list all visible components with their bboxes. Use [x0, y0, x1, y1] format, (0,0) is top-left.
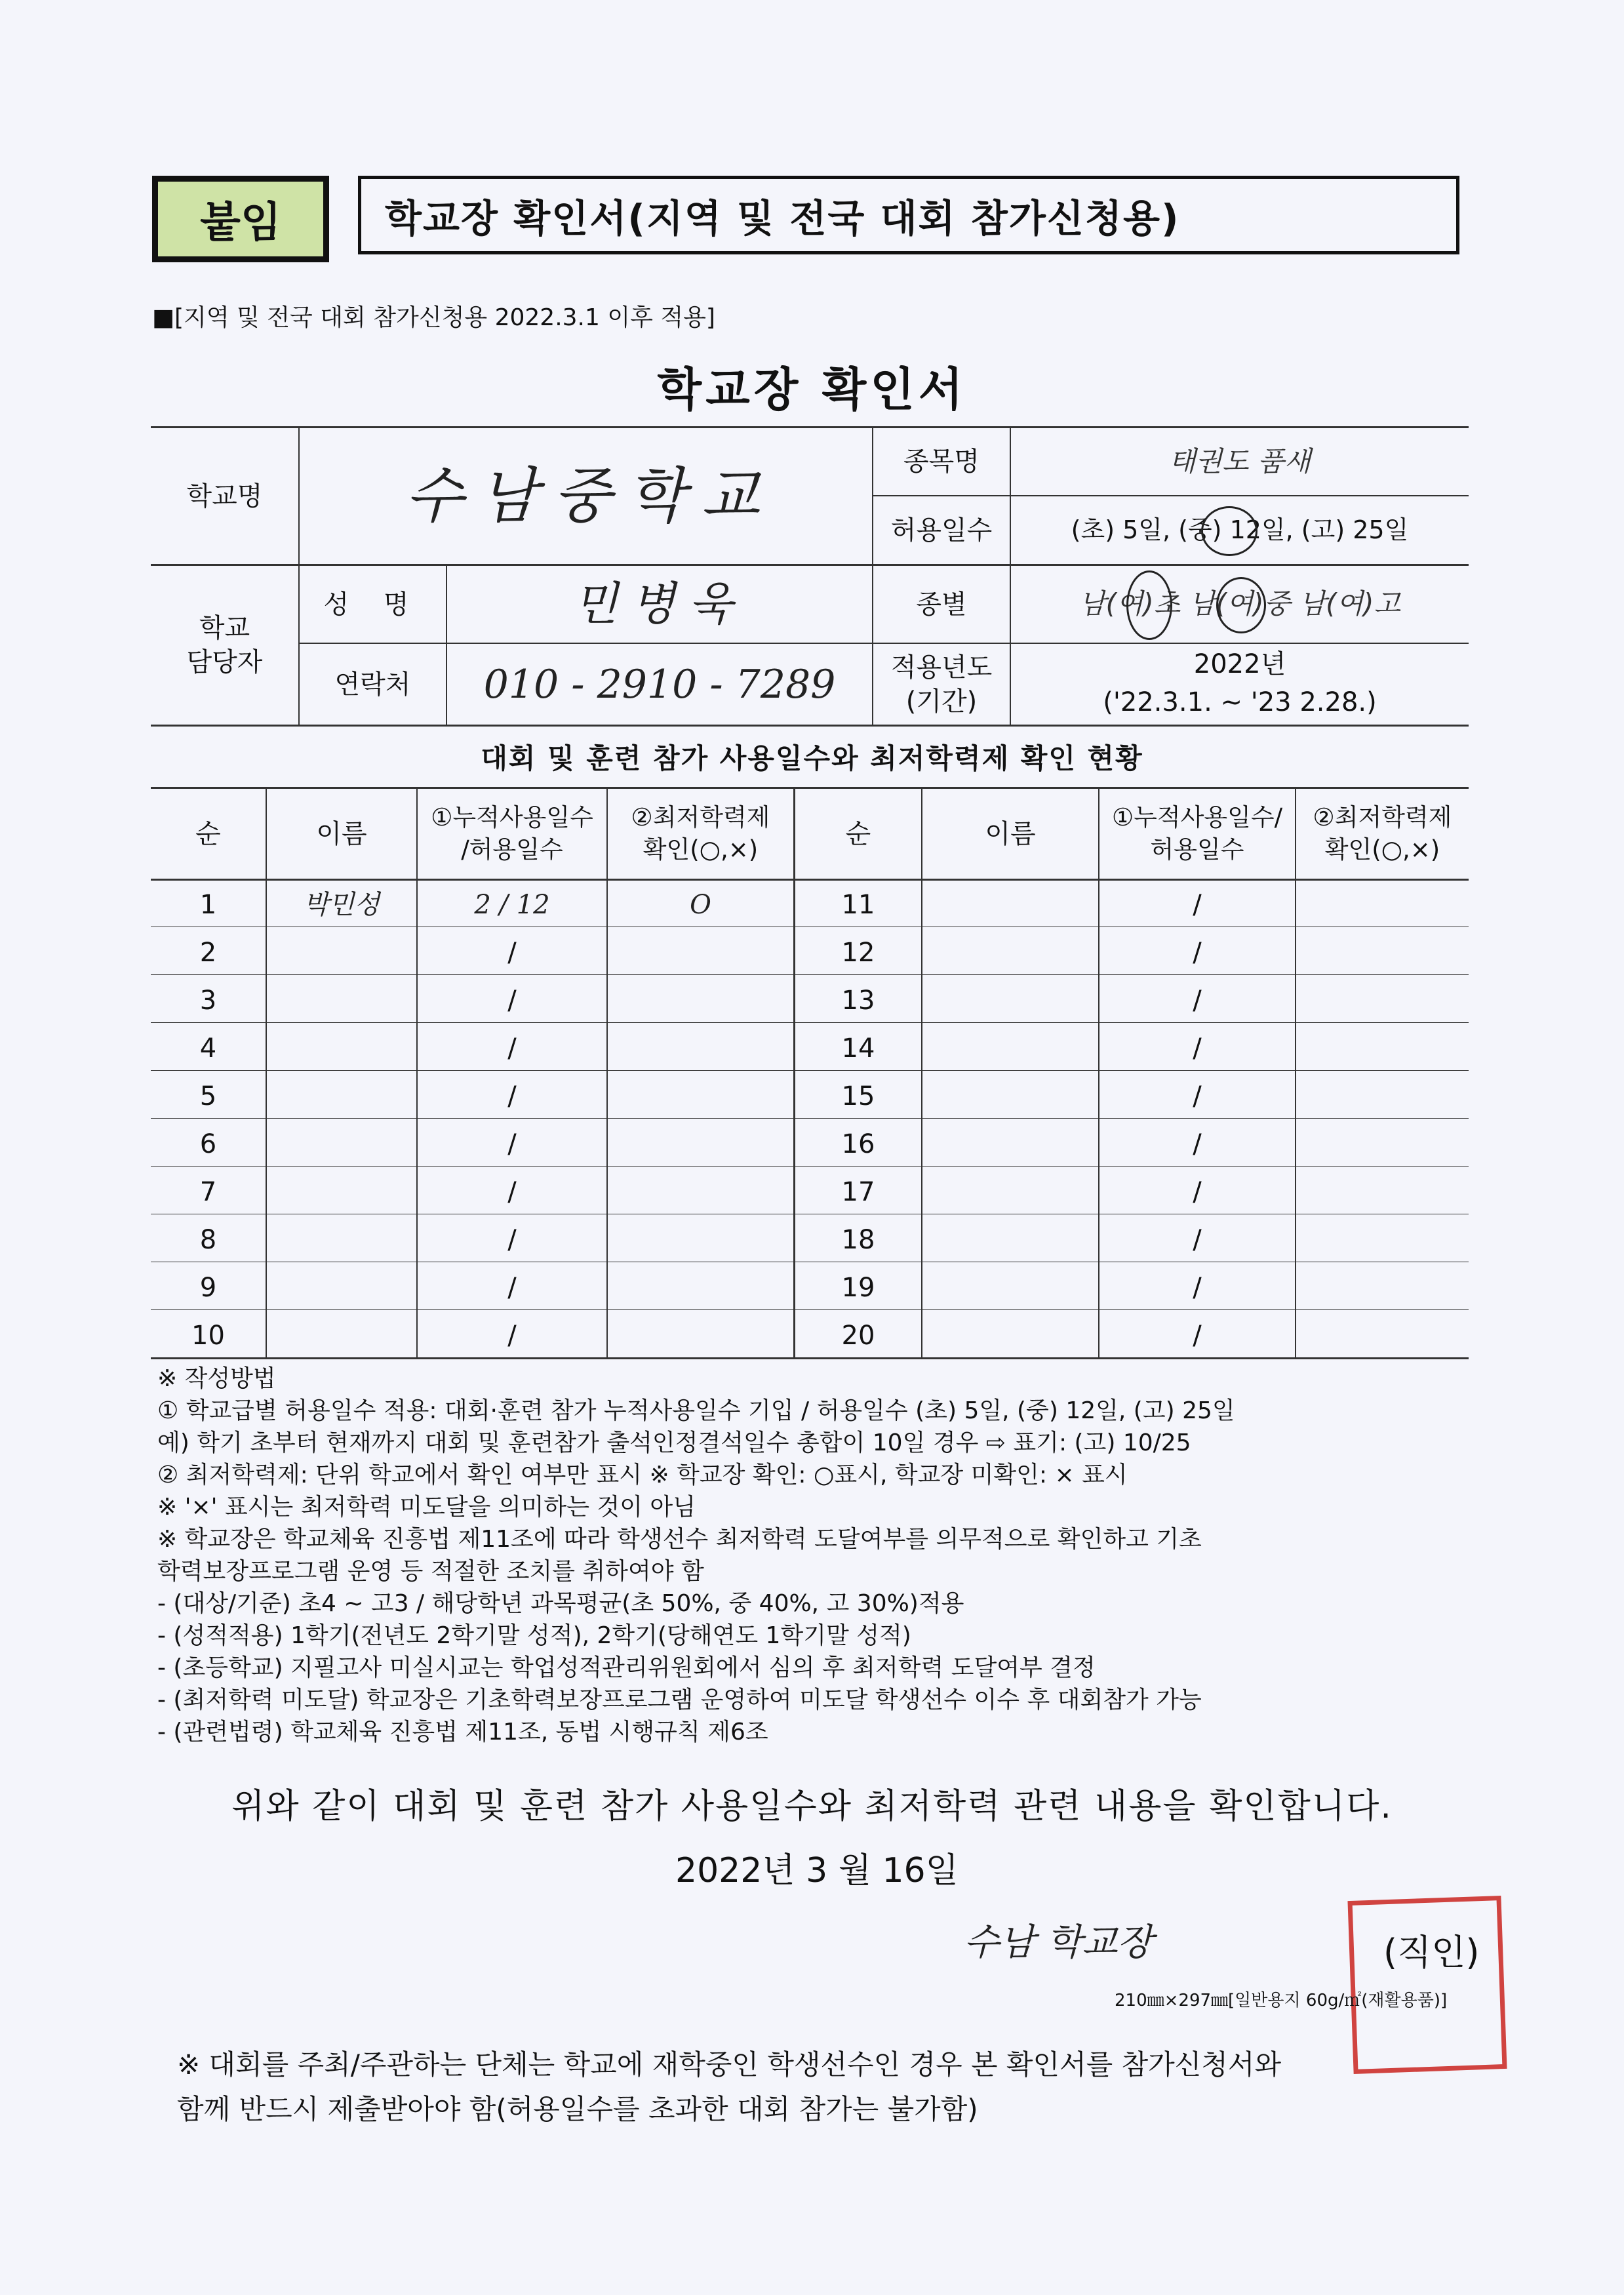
note-line: ※ 작성방법 — [157, 1365, 276, 1392]
note-line: - (최저학력 미도달) 학교장은 기초학력보장프로그램 운영하여 미도달 학생선수 이수 후 대회참가 가능 — [157, 1686, 1202, 1713]
contact-value: 010 - 2910 - 7289 — [483, 661, 836, 708]
footer-line: ※ 대회를 주최/주관하는 단체는 학교에 재학중인 학생선수인 경우 본 확인서를 참가신청서와 — [177, 2048, 1282, 2081]
allowed-days-value: (초) 5일, (중) 12일, (고) 25일 — [1071, 515, 1409, 544]
note-line: ① 학교급별 허용일수 적용: 대회·훈련 참가 누적사용일수 기입 / 허용일수 (초) 5일, (중) 12일, (고) 25일 — [157, 1397, 1235, 1424]
left-row-academic — [608, 1120, 793, 1168]
school-name-label: 학교명 — [186, 481, 263, 511]
right-row-usage: / — [1193, 937, 1202, 968]
left-row-usage: / — [507, 1224, 517, 1255]
left-row-academic: O — [690, 889, 711, 920]
middle-school-circle — [1201, 506, 1258, 556]
header-academic-left: ②최저학력제 확인(○,×) — [631, 803, 770, 864]
left-row-academic — [608, 1072, 793, 1120]
footer-line: 함께 반드시 제출받아야 함(허용일수를 초과한 대회 참가는 불가함) — [177, 2093, 978, 2125]
right-row-name — [922, 1072, 1098, 1120]
left-row-no: 6 — [199, 1128, 217, 1159]
manager-name-value: 민병욱 — [573, 577, 746, 631]
confirmation-statement: 위와 같이 대회 및 훈련 참가 사용일수와 최저학력 관련 내용을 확인합니다. — [231, 1787, 1393, 1826]
left-row-no: 10 — [191, 1320, 225, 1351]
header-no-left: 순 — [195, 818, 221, 849]
usage-section-title: 대회 및 훈련 참가 사용일수와 최저학력제 확인 현황 — [481, 742, 1143, 774]
category-label: 종별 — [916, 589, 967, 620]
left-row-name — [267, 1216, 416, 1264]
left-row-no: 3 — [199, 985, 217, 1016]
note-line: - (초등학교) 지필고사 미실시교는 학업성적관리위원회에서 심의 후 최저학력 도달여부 결정 — [157, 1654, 1096, 1681]
right-row-no: 20 — [841, 1320, 875, 1351]
right-row-no: 11 — [841, 889, 875, 920]
note-line: 학력보장프로그램 운영 등 적절한 조치를 취하여야 함 — [157, 1558, 704, 1585]
left-row-no: 8 — [199, 1224, 217, 1255]
right-row-usage: / — [1193, 1176, 1202, 1207]
note-line: ※ 학교장은 학교체육 진흥법 제11조에 따라 학생선수 최저학력 도달여부를 의무적으로 확인하고 기초 — [157, 1526, 1202, 1553]
left-row-no: 1 — [199, 889, 217, 920]
left-row-name — [267, 1024, 416, 1072]
apply-note: ■[지역 및 전국 대회 참가신청용 2022.3.1 이후 적용] — [152, 304, 715, 331]
header-usage-right: ①누적사용일수/ 허용일수 — [1111, 803, 1283, 864]
right-row-usage: / — [1193, 889, 1202, 920]
event-label: 종목명 — [903, 447, 980, 477]
left-row-name — [267, 1072, 416, 1120]
left-row-usage: / — [507, 1081, 517, 1111]
left-row-academic — [608, 976, 793, 1024]
right-row-academic — [1296, 1024, 1469, 1072]
right-row-usage: / — [1193, 1272, 1202, 1303]
right-row-academic — [1296, 1120, 1469, 1168]
right-row-name — [922, 976, 1098, 1024]
form-title-box: 학교장 확인서(지역 및 전국 대회 참가신청용) — [358, 176, 1459, 254]
right-row-name — [922, 881, 1098, 928]
right-row-academic — [1296, 976, 1469, 1024]
right-row-usage: / — [1193, 1320, 1202, 1351]
seal-label: (직인) — [1383, 1932, 1480, 1973]
right-row-academic — [1296, 1264, 1469, 1311]
right-row-usage: / — [1193, 1081, 1202, 1111]
right-row-no: 15 — [841, 1081, 875, 1111]
left-row-academic — [608, 928, 793, 976]
note-line: ② 최저학력제: 단위 학교에서 확인 여부만 표시 ※ 학교장 확인: ○표시, 학교장 미확인: × 표시 — [157, 1462, 1128, 1488]
left-row-usage: / — [507, 1033, 517, 1064]
right-row-academic — [1296, 1216, 1469, 1264]
left-row-academic — [608, 1168, 793, 1216]
left-row-academic — [608, 1216, 793, 1264]
right-row-name — [922, 1024, 1098, 1072]
confirmation-date: 2022년 3 월 16일 — [675, 1851, 959, 1890]
period-value: ('22.3.1. ~ '23 2.28.) — [1103, 687, 1377, 717]
event-value: 태권도 품새 — [1168, 445, 1311, 477]
principal-signature: 수남 학교장 — [964, 1921, 1153, 1964]
left-row-academic — [608, 1024, 793, 1072]
header-name-right: 이름 — [985, 818, 1036, 849]
left-row-no: 2 — [199, 937, 217, 968]
left-row-academic — [608, 1264, 793, 1311]
left-row-no: 7 — [199, 1176, 217, 1207]
manager-name-label: 성 명 — [323, 589, 422, 620]
year-value: 2022년 — [1193, 649, 1286, 679]
header-academic-right: ②최저학력제 확인(○,×) — [1313, 803, 1452, 864]
level-circle — [1216, 577, 1266, 633]
left-row-usage: / — [507, 1176, 517, 1207]
right-row-usage: / — [1193, 1128, 1202, 1159]
document-title: 학교장 확인서 — [657, 363, 967, 416]
right-row-no: 16 — [841, 1128, 875, 1159]
writing-instructions — [157, 1363, 1534, 1748]
allowed-days-label: 허용일수 — [890, 515, 993, 546]
right-row-no: 14 — [841, 1033, 875, 1064]
left-row-name — [267, 1311, 416, 1359]
right-row-usage: / — [1193, 985, 1202, 1016]
paper-spec: 210㎜×297㎜[일반용지 60g/㎡(재활용품)] — [1115, 1991, 1448, 2010]
category-value: 남(여)초 남(여)중 남(여)고 — [1079, 588, 1401, 620]
left-row-usage: / — [507, 1272, 517, 1303]
right-row-usage: / — [1193, 1224, 1202, 1255]
right-row-name — [922, 1168, 1098, 1216]
left-row-usage: / — [507, 1128, 517, 1159]
right-row-academic — [1296, 1072, 1469, 1120]
left-row-no: 4 — [199, 1033, 217, 1064]
right-row-name — [922, 1216, 1098, 1264]
right-row-no: 19 — [841, 1272, 875, 1303]
right-row-name — [922, 1264, 1098, 1311]
right-row-no: 12 — [841, 937, 875, 968]
right-row-no: 17 — [841, 1176, 875, 1207]
year-label: 적용년도 (기간) — [890, 652, 993, 717]
right-row-academic — [1296, 1311, 1469, 1359]
right-row-academic — [1296, 1168, 1469, 1216]
left-row-name — [267, 1168, 416, 1216]
left-row-usage: / — [507, 1320, 517, 1351]
attachment-badge: 붙임 — [152, 176, 329, 262]
right-row-usage: / — [1193, 1033, 1202, 1064]
header-usage-left: ①누적사용일수 /허용일수 — [431, 803, 593, 864]
note-line: ※ '×' 표시는 최저학력 미도달을 의미하는 것이 아님 — [157, 1494, 696, 1521]
footer-note — [177, 2043, 1488, 2132]
right-row-no: 18 — [841, 1224, 875, 1255]
manager-label: 학교 담당자 — [186, 613, 263, 677]
right-row-name — [922, 1311, 1098, 1359]
note-line: 예) 학기 초부터 현재까지 대회 및 훈련참가 출석인정결석일수 총합이 10일 경우 ⇨ 표기: (고) 10/25 — [157, 1429, 1191, 1456]
left-row-academic — [608, 1311, 793, 1359]
left-row-name — [267, 928, 416, 976]
contact-label: 연락처 — [334, 669, 411, 700]
school-name-value: 수남중학교 — [405, 460, 776, 531]
left-row-usage: / — [507, 985, 517, 1016]
left-row-name — [267, 1120, 416, 1168]
left-row-no: 5 — [199, 1081, 217, 1111]
left-row-name — [267, 976, 416, 1024]
note-line: - (대상/기준) 초4 ~ 고3 / 해당학년 과목평균(초 50%, 중 40%, 고 30%)적용 — [157, 1590, 964, 1617]
left-row-name: 박민성 — [304, 889, 380, 920]
right-row-no: 13 — [841, 985, 875, 1016]
left-row-usage: 2 / 12 — [474, 889, 550, 920]
header-name-left: 이름 — [316, 818, 367, 849]
left-row-name — [267, 1264, 416, 1311]
note-line: - (관련법령) 학교체육 진흥법 제11조, 동법 시행규칙 제6조 — [157, 1719, 768, 1746]
gender-circle — [1126, 570, 1172, 640]
right-row-academic — [1296, 928, 1469, 976]
right-row-academic — [1296, 881, 1469, 928]
right-row-name — [922, 928, 1098, 976]
left-row-usage: / — [507, 937, 517, 968]
right-row-name — [922, 1120, 1098, 1168]
left-row-no: 9 — [199, 1272, 217, 1303]
header-no-right: 순 — [845, 818, 871, 849]
note-line: - (성적적용) 1학기(전년도 2학기말 성적), 2학기(당해연도 1학기말 성적) — [157, 1622, 911, 1649]
